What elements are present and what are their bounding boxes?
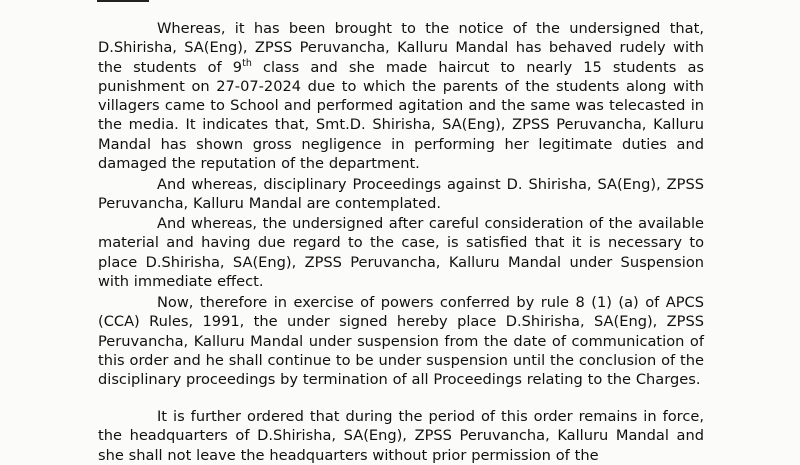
paragraph-headquarters-order: It is further ordered that during the period of this order remains in force, the headquarters of D.Shirisha, SA(Eng), ZPSS Peruvancha, Kalluru Mandal and she shall not leave the headquarters without prior permission of the — [98, 408, 704, 464]
paragraph-suspension-order: Now, therefore in exercise of powers conferred by rule 8 (1) (a) of APCS (CCA) Rules, 1991, the under signed hereby place D.Shirisha, SA(Eng), ZPSS Peruvancha, Kalluru Mandal under suspension from the date of communication of this order and he shall continue to be under suspension until the conclusion of the disciplinary proceedings by termination of all Proceedings relating to the Charges. — [98, 294, 704, 389]
heading-underline — [97, 0, 149, 2]
paragraph-text-continued: class and she made haircut to nearly 15 students as punishment on 27-07-2024 due to which the parents of the students along with villagers came to School and performed agitation and the same was telecasted in the media. It indicates that, Smt.D. Shirisha, SA(Eng), ZPSS Peruvancha, Kalluru Mandal has shown gross negligence in performing her legitimate duties and damaged the reputation of the department. — [98, 58, 704, 173]
paragraph-suspension-decision: And whereas, the undersigned after careful consideration of the available material and having due regard to the case, is satisfied that it is necessary to place D.Shirisha, SA(Eng), ZPSS Peruvancha, Kalluru Mandal under Suspension with immediate effect. — [98, 215, 704, 290]
paragraph-text: Whereas, it has been brought to the notice of the undersigned that, D.Shirisha, SA(Eng), ZPSS Peruvancha, Kalluru Mandal has behaved rudely with the students of 9 — [98, 20, 704, 76]
paragraph-proceedings-contemplated: And whereas, disciplinary Proceedings against D. Shirisha, SA(Eng), ZPSS Peruvancha, Kalluru Mandal are contemplated. — [98, 176, 704, 213]
paragraph-whereas-notice — [98, 19, 704, 173]
superscript-ordinal: th — [242, 57, 252, 69]
